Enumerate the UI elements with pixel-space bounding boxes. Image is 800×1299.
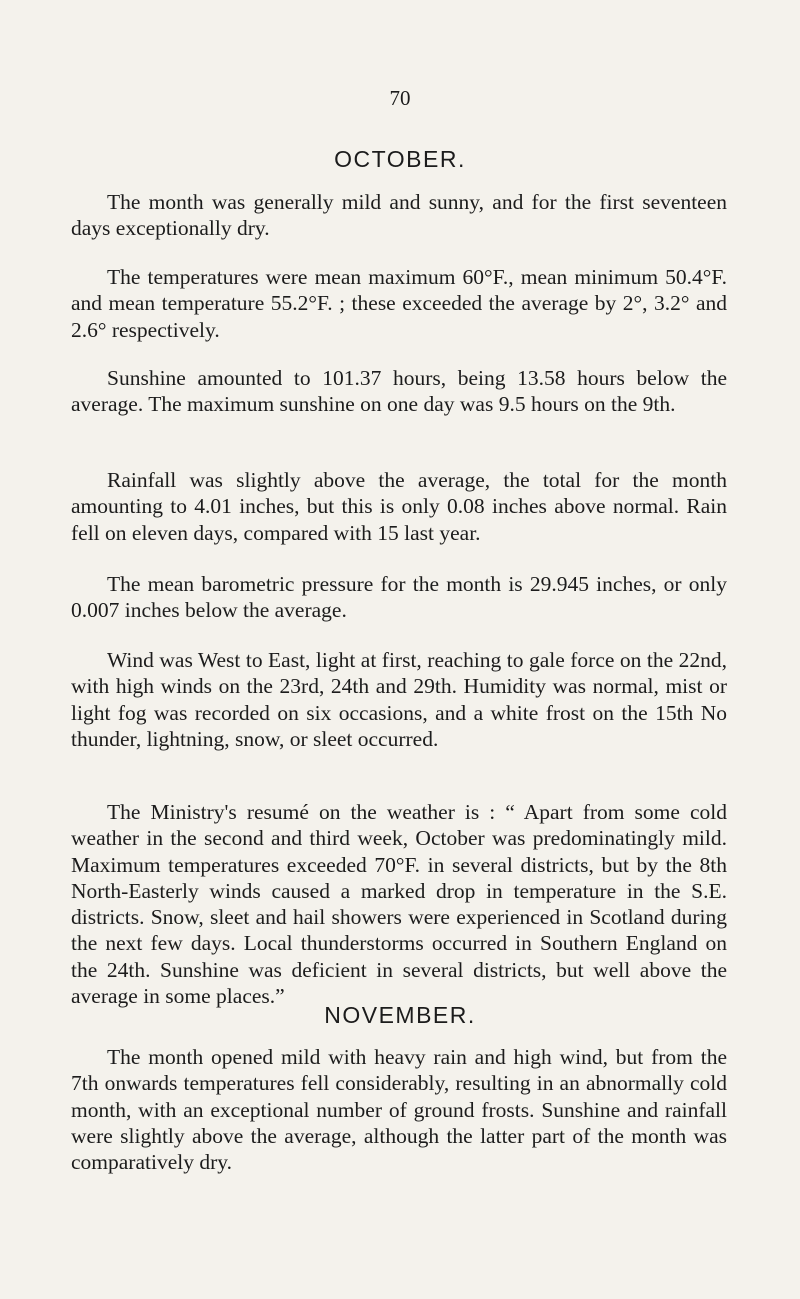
november-paragraph-1: The month opened mild with heavy rain and high wind, but from the 7th onwards temperatures fell considerably, resulting in an abnormally cold month, with an exceptional number of ground frosts. Sunshine and rainfall were slightly above the average, although the latter part of the month was comparatively dry. <box>71 1045 727 1175</box>
october-paragraph-3: Sunshine amounted to 101.37 hours, being 13.58 hours below the average. The maximum sunshine on one day was 9.5 hours on the 9th. <box>71 366 727 417</box>
page-number: 70 <box>389 86 411 110</box>
october-paragraph-1: The month was generally mild and sunny, and for the first seventeen days exceptionally dry. <box>71 190 727 241</box>
october-paragraph-2: The temperatures were mean maximum 60°F., mean minimum 50.4°F. and mean temperature 55.2°F. ; these exceeded the average by 2°, 3.2° and 2.6° respectively. <box>71 265 727 342</box>
october-paragraph-7: The Ministry's resumé on the weather is : “ Apart from some cold weather in the second and third week, October was predominatingly mild. Maximum temperatures exceeded 70°F. in several districts, but by the 8th North-Easterly winds caused a marked drop in temperature in the S.E. districts. Snow, sleet and hail showers were experienced in Scotland during the next few days. Local thunderstorms occurred in Southern England on the 24th. Sunshine was deficient in several districts, but well above the average in some places.” <box>71 800 727 1009</box>
october-heading: OCTOBER. <box>334 146 466 172</box>
october-paragraph-6: Wind was West to East, light at first, reaching to gale force on the 22nd, with high winds on the 23rd, 24th and 29th. Humidity was normal, mist or light fog was recorded on six occasions, and a white frost on the 15th No thunder, lightning, snow, or sleet occurred. <box>71 648 727 751</box>
october-paragraph-5: The mean barometric pressure for the month is 29.945 inches, or only 0.007 inches below the average. <box>71 572 727 623</box>
november-heading: NOVEMBER. <box>324 1002 476 1028</box>
october-paragraph-4: Rainfall was slightly above the average, the total for the month amounting to 4.01 inches, but this is only 0.08 inches above normal. Rain fell on eleven days, compared with 15 last year. <box>71 468 727 545</box>
